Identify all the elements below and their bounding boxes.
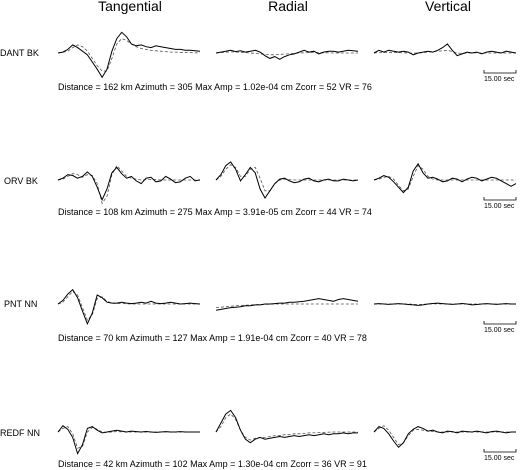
synthetic-trace-tangential: [58, 39, 200, 71]
station-info: Distance = 162 km Azimuth = 305 Max Amp = 1.02e-04 cm Zcorr = 52 VR = 76: [58, 82, 372, 92]
column-title-radial: Radial: [268, 0, 308, 14]
synthetic-trace-radial: [216, 414, 358, 440]
data-trace-tangential: [58, 32, 200, 77]
synthetic-trace-tangential: [58, 166, 200, 204]
time-scale-bar: [484, 70, 516, 73]
data-trace-vertical: [374, 427, 516, 448]
station-info: Distance = 108 km Azimuth = 275 Max Amp = 3.91e-05 cm Zcorr = 44 VR = 74: [58, 207, 372, 217]
data-trace-vertical: [374, 164, 516, 193]
synthetic-trace-radial: [216, 52, 358, 55]
synthetic-trace-radial: [216, 165, 358, 191]
data-trace-vertical: [374, 44, 516, 56]
data-trace-radial: [216, 410, 358, 442]
time-scale-bar: [484, 449, 516, 452]
data-trace-radial: [216, 50, 358, 59]
station-row-pnt: [4, 299, 367, 343]
synthetic-trace-tangential: [58, 291, 200, 320]
time-scale-label: 15.00 sec: [484, 203, 515, 210]
station-label: PNT NN: [4, 299, 38, 309]
time-scale-bar: [484, 197, 516, 200]
time-scale-label: 15.00 sec: [484, 455, 515, 462]
station-row-dant: [0, 48, 372, 92]
synthetic-trace-tangential: [58, 427, 200, 449]
station-label: ORV BK: [4, 176, 38, 186]
data-trace-tangential: [58, 290, 200, 324]
time-scale-label: 15.00 sec: [484, 327, 515, 334]
synthetic-trace-vertical: [374, 426, 516, 445]
station-row-redf: [0, 428, 367, 469]
data-trace-tangential: [58, 426, 200, 454]
data-trace-radial: [216, 162, 358, 198]
station-info: Distance = 42 km Azimuth = 102 Max Amp = 1.30e-04 cm Zcorr = 36 VR = 91: [58, 459, 367, 469]
column-title-vertical: Vertical: [425, 0, 471, 14]
time-scale-label: 15.00 sec: [484, 76, 515, 83]
station-label: DANT BK: [0, 48, 39, 58]
time-scale-bar: [484, 321, 516, 324]
data-trace-tangential: [58, 167, 200, 199]
column-title-tangential: Tangential: [98, 0, 162, 14]
data-trace-vertical: [374, 303, 516, 305]
station-row-orv: [4, 176, 372, 217]
station-info: Distance = 70 km Azimuth = 127 Max Amp = 1.91e-04 cm Zcorr = 40 VR = 78: [58, 333, 367, 343]
station-label: REDF NN: [0, 428, 40, 438]
data-trace-radial: [216, 299, 358, 311]
trace-layer: [58, 32, 516, 462]
